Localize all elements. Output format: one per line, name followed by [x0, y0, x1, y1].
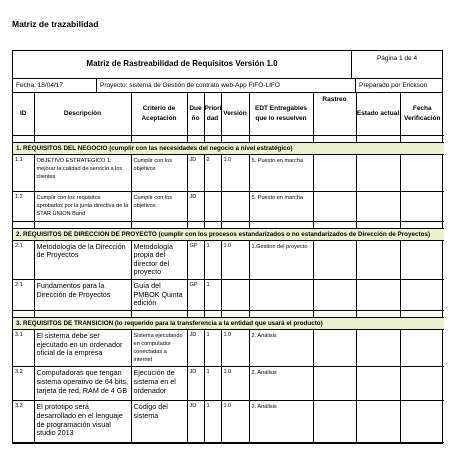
- row-rastreo-cell: [313, 240, 356, 280]
- spacer-cell: [131, 310, 187, 317]
- row-priority-cell: 1: [204, 401, 221, 443]
- row-rastreo-cell: [313, 329, 356, 366]
- section-spacer: [13, 221, 444, 228]
- row-priority-cell: 1: [204, 329, 221, 366]
- row-fecha-cell: [400, 367, 444, 401]
- table-row: [13, 154, 444, 191]
- row-priority-cell: 1: [204, 280, 221, 311]
- row-estado-cell: [356, 329, 400, 366]
- row-priority-cell: 1: [204, 240, 221, 280]
- section-header-row: [13, 317, 444, 329]
- row-owner-cell: JD: [187, 191, 204, 221]
- row-owner-cell: GP: [187, 280, 204, 311]
- spacer-cell: [221, 310, 249, 317]
- section-header-row: [13, 142, 444, 154]
- row-rastreo-cell: [313, 280, 356, 311]
- row-rastreo-cell: [313, 191, 356, 221]
- row-owner-cell: JD: [187, 329, 204, 366]
- row-criteria-cell: Sistema ejecutando en computador conectadas a internet: [131, 329, 187, 366]
- spacer-cell: [249, 221, 313, 228]
- row-criteria-cell: Guía del PMBOK Quinta edición: [131, 280, 187, 311]
- table-row: [13, 367, 444, 401]
- spacer-cell: [187, 221, 204, 228]
- row-version-cell: 1.0: [221, 367, 249, 401]
- row-id-cell: 2.1: [13, 280, 34, 311]
- row-criteria-cell: Cumplir con los objetivos: [131, 154, 187, 191]
- spacer-cell: [221, 221, 249, 228]
- row-rastreo-cell: [313, 401, 356, 443]
- col-header-version: Versión: [221, 93, 249, 135]
- row-fecha-cell: [400, 154, 444, 191]
- row-id-cell: 3.3: [13, 401, 34, 443]
- spacer-cell: [313, 310, 356, 317]
- table-row: [13, 280, 444, 311]
- spacer-cell: [13, 221, 34, 228]
- spacer-cell: [249, 135, 313, 142]
- col-header-dueno: Due ño: [187, 93, 204, 135]
- col-header-prioridad: Priori dad: [204, 93, 221, 135]
- row-rastreo-cell: [313, 154, 356, 191]
- spacer-cell: [131, 221, 187, 228]
- spacer-cell: [400, 310, 444, 317]
- spacer-cell: [313, 221, 356, 228]
- spacer-cell: [204, 135, 221, 142]
- spacer-cell: [356, 310, 400, 317]
- row-criteria-cell: Ejecución de sistema en el ordenador: [131, 367, 187, 401]
- spacer-cell: [13, 135, 34, 142]
- row-id-cell: 1.1: [13, 154, 34, 191]
- row-owner-cell: JD: [187, 367, 204, 401]
- section-header-row: [13, 228, 444, 240]
- row-version-cell: 1.0: [221, 154, 249, 191]
- table-row: [13, 240, 444, 280]
- spacer-cell: [400, 221, 444, 228]
- row-edt-cell: [249, 280, 313, 311]
- row-estado-cell: [356, 191, 400, 221]
- row-criteria-cell: Código del sistema: [131, 401, 187, 443]
- row-fecha-cell: [400, 240, 444, 280]
- spacer-cell: [221, 135, 249, 142]
- spacer-cell: [187, 135, 204, 142]
- row-edt-cell: 2. Análisis: [249, 367, 313, 401]
- row-version-cell: [221, 280, 249, 311]
- row-estado-cell: [356, 154, 400, 191]
- section-title: 1. REQUISITOS DEL NEGOCIO (cumplir con las necesidades del negocio a nivel estratégico): [13, 142, 444, 154]
- row-description-cell: Cumplir con los requisitos aprobados por la junta directiva de la STAR UNION Band: [34, 191, 131, 221]
- row-owner-cell: JD: [187, 154, 204, 191]
- row-estado-cell: [356, 240, 400, 280]
- spacer-cell: [313, 135, 356, 142]
- spacer-cell: [204, 310, 221, 317]
- requirements-table: [13, 93, 444, 443]
- col-header-rastreo: Rastreo: [313, 93, 356, 135]
- spacer-cell: [249, 310, 313, 317]
- project-field: Proyecto: sistema de Gestión de contrato web-App FIFO-LIFO: [97, 79, 356, 92]
- traceability-matrix: [12, 50, 443, 444]
- row-owner-cell: JD: [187, 401, 204, 443]
- row-estado-cell: [356, 280, 400, 311]
- section-spacer: [13, 135, 444, 142]
- row-description-cell: El prototipo será desarrollado en el lenguaje de programación visual studio 2013: [34, 401, 131, 443]
- row-description-cell: Fundamentos para la Dirección de Proyectos: [34, 280, 131, 311]
- row-description-cell: Metodología de la Dirección de Proyectos: [34, 240, 131, 280]
- section-title: 3. REQUISITOS DE TRANSICION (lo requerido para la transferencia a la entidad que usará el producto): [13, 317, 444, 329]
- spacer-cell: [34, 310, 131, 317]
- spacer-cell: [400, 135, 444, 142]
- document-heading: Matriz de trazabilidad: [12, 19, 99, 29]
- row-version-cell: [221, 191, 249, 221]
- row-id-cell: 2.1: [13, 240, 34, 280]
- date-field: Fecha: 18/04/17: [13, 79, 97, 92]
- row-edt-cell: 5. Puesto en marcha: [249, 191, 313, 221]
- spacer-cell: [356, 221, 400, 228]
- section-spacer: [13, 310, 444, 317]
- spacer-cell: [356, 135, 400, 142]
- row-fecha-cell: [400, 191, 444, 221]
- matrix-title-row: [13, 51, 442, 79]
- spacer-cell: [34, 135, 131, 142]
- row-id-cell: 1.2: [13, 191, 34, 221]
- row-estado-cell: [356, 367, 400, 401]
- col-header-id: ID: [13, 93, 34, 135]
- row-priority-cell: [204, 191, 221, 221]
- table-row: [13, 191, 444, 221]
- row-version-cell: 1.0: [221, 329, 249, 366]
- page-indicator: Página 1 de 4: [376, 55, 418, 62]
- spacer-cell: [131, 135, 187, 142]
- row-fecha-cell: [400, 280, 444, 311]
- row-fecha-cell: [400, 401, 444, 443]
- row-priority-cell: 1: [204, 367, 221, 401]
- section-title: 2. REQUISITOS DE DIRECCION DE PROYECTO (cumplir con los procesos estandarizados o no estandarizados de Dirección de Proyectos): [13, 228, 444, 240]
- col-header-fecha: Fecha Verificación: [400, 93, 444, 135]
- row-criteria-cell: Cumplir con los objetivos: [131, 191, 187, 221]
- row-edt-cell: 1.Gestion del proyecto: [249, 240, 313, 280]
- row-version-cell: 1.0: [221, 240, 249, 280]
- row-owner-cell: GP: [187, 240, 204, 280]
- row-description-cell: OBJETIVO ESTRATEGICO 1: mejorar la calidad de servicio a los clientes: [34, 154, 131, 191]
- row-edt-cell: 2. Análisis: [249, 329, 313, 366]
- col-header-criterio: Criterio de Aceptación: [131, 93, 187, 135]
- spacer-cell: [13, 310, 34, 317]
- row-edt-cell: 2. Análisis: [249, 401, 313, 443]
- column-header-row: [13, 93, 444, 135]
- table-row: [13, 401, 444, 443]
- col-header-estado: Estado actual: [356, 93, 400, 135]
- row-id-cell: 3.2: [13, 367, 34, 401]
- row-edt-cell: 5. Puesto en marcha: [249, 154, 313, 191]
- row-criteria-cell: Metodología propia del director del proyecto: [131, 240, 187, 280]
- row-description-cell: El sistema debe ser ejecutado en un ordenador oficial de la empresa: [34, 329, 131, 366]
- row-estado-cell: [356, 401, 400, 443]
- matrix-title: Matriz de Rastreabilidad de Requisitos Versión 1.0: [13, 51, 352, 78]
- spacer-cell: [187, 310, 204, 317]
- matrix-meta-row: [13, 79, 442, 93]
- row-version-cell: 1.0: [221, 401, 249, 443]
- row-fecha-cell: [400, 329, 444, 366]
- spacer-cell: [204, 221, 221, 228]
- row-rastreo-cell: [313, 367, 356, 401]
- table-row: [13, 329, 444, 366]
- prepared-by-field: Preparado por Erickson: [359, 82, 428, 89]
- row-priority-cell: 2: [204, 154, 221, 191]
- row-description-cell: Computadoras que tengan sistema operativo de 64 bits, tarjeta de red, RAM de 4 GB: [34, 367, 131, 401]
- row-id-cell: 3.1: [13, 329, 34, 366]
- spacer-cell: [34, 221, 131, 228]
- col-header-edt: EDT Entregables que lo resuelven: [249, 93, 313, 135]
- col-header-descripcion: Descripción: [34, 93, 131, 135]
